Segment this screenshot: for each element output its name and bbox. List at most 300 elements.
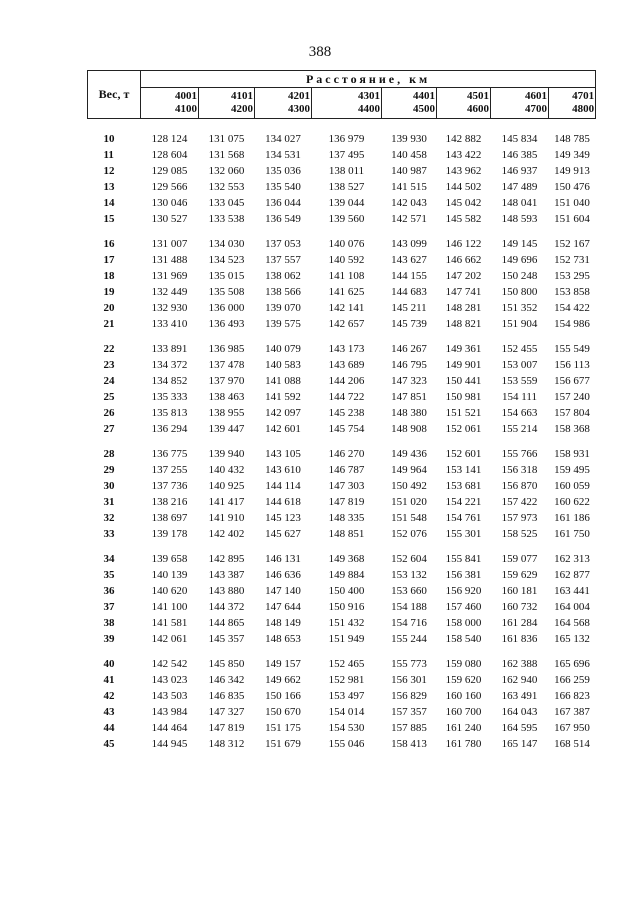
- rate-cell: 158 413: [391, 738, 427, 750]
- rate-cell: 150 248: [501, 270, 538, 282]
- rate-cell: 150 800: [501, 286, 538, 298]
- rate-cell: 139 560: [328, 213, 365, 225]
- weight-cell: 30: [103, 480, 115, 492]
- distance-range-header: [437, 88, 491, 119]
- rate-cell: 155 766: [501, 448, 538, 460]
- rate-cell: 147 489: [501, 181, 538, 193]
- rate-cell: 152 601: [445, 448, 482, 460]
- rate-cell: 148 908: [391, 423, 427, 435]
- rate-cell: 142 895: [208, 553, 245, 565]
- range-from: 4101: [231, 90, 253, 102]
- rate-cell: 153 141: [445, 464, 482, 476]
- rate-cell: 158 525: [501, 528, 538, 540]
- rate-cell: 156 301: [391, 674, 427, 686]
- rate-cell: 144 155: [391, 270, 427, 282]
- range-from: 4601: [525, 90, 547, 102]
- rate-cell: 149 361: [445, 343, 482, 355]
- rate-cell: 130 046: [151, 197, 188, 209]
- rate-cell: 152 076: [391, 528, 427, 540]
- rate-cell: 146 636: [265, 569, 301, 581]
- table-row: [88, 672, 596, 688]
- rate-cell: 134 531: [265, 149, 301, 161]
- rate-cell: 156 829: [391, 690, 427, 702]
- rate-cell: 134 027: [265, 133, 301, 145]
- rate-cell: 138 697: [151, 512, 188, 524]
- weight-cell: 21: [103, 318, 115, 330]
- weight-cell: 43: [103, 706, 115, 718]
- rate-cell: 140 139: [151, 569, 188, 581]
- rate-cell: 145 582: [445, 213, 482, 225]
- rate-cell: 160 732: [501, 601, 538, 613]
- rate-cell: 142 061: [151, 633, 188, 645]
- rate-cell: 149 901: [445, 359, 482, 371]
- rate-cell: 143 387: [208, 569, 245, 581]
- rate-cell: 141 417: [208, 496, 245, 508]
- range-from: 4301: [358, 90, 380, 102]
- distance-range-header: [199, 88, 255, 119]
- rate-cell: 155 549: [554, 343, 590, 355]
- rate-cell: 136 000: [208, 302, 245, 314]
- rate-cell: 138 955: [208, 407, 245, 419]
- weight-cell: 16: [103, 238, 115, 250]
- rate-cell: 134 523: [208, 254, 245, 266]
- rate-cell: 150 916: [328, 601, 365, 613]
- rate-cell: 142 043: [391, 197, 427, 209]
- rate-cell: 143 422: [445, 149, 482, 161]
- rate-cell: 131 488: [151, 254, 188, 266]
- table-row: [88, 551, 596, 567]
- rate-cell: 131 568: [208, 149, 245, 161]
- rate-cell: 145 850: [208, 658, 245, 670]
- rate-cell: 133 410: [151, 318, 188, 330]
- weight-cell: 26: [103, 407, 115, 419]
- rate-cell: 145 754: [328, 423, 365, 435]
- rate-cell: 163 441: [554, 585, 590, 597]
- rate-cell: 157 885: [391, 722, 427, 734]
- rate-cell: 145 211: [391, 302, 427, 314]
- rate-cell: 145 357: [208, 633, 245, 645]
- rate-cell: 168 514: [554, 738, 590, 750]
- weight-cell: 22: [103, 343, 115, 355]
- weight-cell: 25: [103, 391, 115, 403]
- rate-cell: 154 663: [501, 407, 538, 419]
- rate-cell: 135 036: [265, 165, 301, 177]
- rate-cell: 156 677: [554, 375, 590, 387]
- rate-cell: 152 061: [445, 423, 482, 435]
- rate-cell: 129 566: [151, 181, 188, 193]
- table-row: [88, 316, 596, 332]
- rate-cell: 147 202: [445, 270, 482, 282]
- rate-cell: 140 079: [265, 343, 301, 355]
- rate-cell: 142 601: [265, 423, 301, 435]
- rate-cell: 159 495: [554, 464, 590, 476]
- rate-cell: 144 945: [151, 738, 188, 750]
- rate-cell: 143 984: [151, 706, 188, 718]
- group-spacer: [88, 227, 596, 236]
- weight-cell: 31: [103, 496, 115, 508]
- weight-cell: 41: [103, 674, 115, 686]
- table-row: [88, 373, 596, 389]
- weight-cell: 10: [103, 133, 115, 145]
- rate-cell: 152 604: [391, 553, 427, 565]
- rate-cell: 138 011: [328, 165, 365, 177]
- rate-cell: 164 004: [554, 601, 590, 613]
- rate-cell: 139 070: [265, 302, 301, 314]
- rate-cell: 128 124: [151, 133, 188, 145]
- weight-cell: 19: [103, 286, 115, 298]
- rate-cell: 151 175: [265, 722, 301, 734]
- spacer-cell: [88, 542, 596, 551]
- rate-cell: 149 913: [554, 165, 590, 177]
- weight-cell: 14: [103, 197, 115, 209]
- distance-group-header: Расстояние, км: [141, 71, 596, 88]
- rate-cell: 145 123: [265, 512, 301, 524]
- rate-cell: 165 147: [501, 738, 538, 750]
- rate-cell: 147 140: [265, 585, 301, 597]
- rate-cell: 141 088: [265, 375, 301, 387]
- table-row: [88, 179, 596, 195]
- rate-cell: 145 238: [328, 407, 365, 419]
- rate-cell: 152 981: [328, 674, 365, 686]
- rate-cell: 146 795: [391, 359, 427, 371]
- rate-cell: 132 553: [208, 181, 245, 193]
- distance-range-header: [141, 88, 199, 119]
- rate-cell: 131 969: [151, 270, 188, 282]
- distance-range-header: [491, 88, 549, 119]
- table-row: [88, 526, 596, 542]
- rate-cell: 159 077: [501, 553, 538, 565]
- rate-cell: 151 548: [391, 512, 427, 524]
- weight-cell: 32: [103, 512, 115, 524]
- rate-cell: 150 492: [391, 480, 427, 492]
- rate-cell: 150 441: [445, 375, 482, 387]
- rate-cell: 137 970: [208, 375, 245, 387]
- weight-cell: 11: [103, 149, 114, 161]
- weight-cell: 13: [103, 181, 115, 193]
- rate-cell: 144 372: [208, 601, 245, 613]
- rate-cell: 151 904: [501, 318, 538, 330]
- rate-cell: 148 281: [445, 302, 482, 314]
- rate-cell: 141 910: [208, 512, 245, 524]
- rate-cell: 151 352: [501, 302, 538, 314]
- rate-cell: 164 043: [501, 706, 538, 718]
- rate-cell: 136 979: [328, 133, 365, 145]
- rate-cell: 144 683: [391, 286, 427, 298]
- rate-cell: 153 858: [554, 286, 590, 298]
- rate-cell: 164 595: [501, 722, 538, 734]
- rate-cell: 148 335: [328, 512, 365, 524]
- table-row: [88, 736, 596, 752]
- rate-cell: 155 301: [445, 528, 482, 540]
- group-spacer: [88, 542, 596, 551]
- rate-cell: 149 964: [391, 464, 427, 476]
- rate-cell: 163 491: [501, 690, 538, 702]
- rate-cell: 133 045: [208, 197, 245, 209]
- rate-cell: 158 540: [445, 633, 482, 645]
- rate-cell: 148 149: [265, 617, 301, 629]
- rate-cell: 157 357: [391, 706, 427, 718]
- rate-cell: 150 166: [265, 690, 301, 702]
- table-row: [88, 446, 596, 462]
- rate-cell: 136 044: [265, 197, 301, 209]
- rate-cell: 158 931: [554, 448, 590, 460]
- rate-cell: 144 464: [151, 722, 188, 734]
- rate-cell: 140 458: [391, 149, 427, 161]
- rate-cell: 166 259: [554, 674, 590, 686]
- rate-cell: 146 342: [208, 674, 245, 686]
- rate-cell: 141 100: [151, 601, 188, 613]
- rate-cell: 147 851: [391, 391, 427, 403]
- rate-cell: 154 111: [502, 391, 537, 403]
- rate-cell: 150 981: [445, 391, 482, 403]
- rate-cell: 162 940: [501, 674, 538, 686]
- rate-cell: 153 132: [391, 569, 427, 581]
- rate-cell: 141 108: [328, 270, 365, 282]
- table-row: [88, 494, 596, 510]
- rate-cell: 154 716: [391, 617, 427, 629]
- rate-cell: 135 015: [208, 270, 245, 282]
- rate-cell: 129 085: [151, 165, 188, 177]
- table-row: [88, 405, 596, 421]
- rate-cell: 167 950: [554, 722, 590, 734]
- table-row: [88, 284, 596, 300]
- table-row: [88, 195, 596, 211]
- weight-cell: 29: [103, 464, 115, 476]
- range-to: 4100: [175, 103, 197, 115]
- rate-cell: 145 042: [445, 197, 482, 209]
- rate-cell: 150 400: [328, 585, 365, 597]
- rate-cell: 157 804: [554, 407, 590, 419]
- rate-cell: 140 592: [328, 254, 365, 266]
- rate-cell: 137 557: [265, 254, 301, 266]
- rate-cell: 137 478: [208, 359, 245, 371]
- rate-cell: 138 527: [328, 181, 365, 193]
- rate-cell: 133 538: [208, 213, 245, 225]
- range-from: 4001: [175, 90, 197, 102]
- rate-cell: 144 722: [328, 391, 365, 403]
- rate-cell: 162 388: [501, 658, 538, 670]
- rate-cell: 150 476: [554, 181, 590, 193]
- rate-cell: 136 493: [208, 318, 245, 330]
- rate-cell: 144 206: [328, 375, 365, 387]
- rate-cell: 157 973: [501, 512, 538, 524]
- rate-cell: 165 696: [554, 658, 590, 670]
- rate-cell: 153 681: [445, 480, 482, 492]
- rate-cell: 137 255: [151, 464, 188, 476]
- rate-cell: 142 882: [445, 133, 482, 145]
- weight-cell: 37: [103, 601, 115, 613]
- distance-range-header: [255, 88, 312, 119]
- rate-cell: 142 141: [328, 302, 365, 314]
- rate-cell: 138 463: [208, 391, 245, 403]
- rate-cell: 151 020: [391, 496, 427, 508]
- rate-cell: 132 930: [151, 302, 188, 314]
- rate-cell: 131 007: [151, 238, 188, 250]
- weight-cell: 15: [103, 213, 115, 225]
- table-row: [88, 163, 596, 179]
- rate-cell: 140 620: [151, 585, 188, 597]
- rate-cell: 145 627: [265, 528, 301, 540]
- rate-cell: 153 497: [328, 690, 365, 702]
- rate-cell: 149 145: [501, 238, 538, 250]
- rate-cell: 156 318: [501, 464, 538, 476]
- rate-cell: 144 618: [265, 496, 301, 508]
- rate-cell: 154 014: [328, 706, 365, 718]
- rate-cell: 148 041: [501, 197, 538, 209]
- rate-cell: 147 327: [208, 706, 245, 718]
- weight-cell: 20: [103, 302, 115, 314]
- distance-range-header: [312, 88, 382, 119]
- group-spacer: [88, 437, 596, 446]
- table-row: [88, 389, 596, 405]
- range-from: 4201: [288, 90, 310, 102]
- rate-cell: 147 323: [391, 375, 427, 387]
- rate-cell: 154 188: [391, 601, 427, 613]
- rate-cell: 146 270: [328, 448, 365, 460]
- rate-cell: 143 173: [328, 343, 365, 355]
- rate-cell: 155 841: [445, 553, 482, 565]
- rate-cell: 161 284: [501, 617, 538, 629]
- rate-cell: 145 739: [391, 318, 427, 330]
- range-to: 4600: [467, 103, 489, 115]
- rate-cell: 156 870: [501, 480, 538, 492]
- distance-range-header: [549, 88, 596, 119]
- rate-cell: 143 610: [265, 464, 301, 476]
- table-row: [88, 704, 596, 720]
- spacer-cell: [88, 119, 596, 132]
- rate-cell: 140 925: [208, 480, 245, 492]
- distance-range-header: [382, 88, 437, 119]
- group-spacer: [88, 119, 596, 132]
- rate-cell: 137 495: [328, 149, 365, 161]
- rate-cell: 144 502: [445, 181, 482, 193]
- weight-cell: 18: [103, 270, 115, 282]
- rate-cell: 143 627: [391, 254, 427, 266]
- weight-cell: 45: [103, 738, 115, 750]
- table-row: [88, 583, 596, 599]
- table-row: [88, 131, 596, 147]
- rate-cell: 160 181: [501, 585, 538, 597]
- rate-cell: 142 402: [208, 528, 245, 540]
- weight-cell: 34: [103, 553, 115, 565]
- rate-cell: 141 581: [151, 617, 188, 629]
- range-to: 4700: [525, 103, 547, 115]
- rate-cell: 147 819: [208, 722, 245, 734]
- rate-cell: 160 700: [445, 706, 482, 718]
- rate-cell: 151 521: [445, 407, 482, 419]
- range-to: 4200: [231, 103, 253, 115]
- rate-cell: 136 985: [208, 343, 245, 355]
- rate-cell: 147 741: [445, 286, 482, 298]
- rate-cell: 135 508: [208, 286, 245, 298]
- rate-cell: 135 813: [151, 407, 188, 419]
- rate-cell: 143 689: [328, 359, 365, 371]
- weight-cell: 23: [103, 359, 115, 371]
- rate-cell: 151 040: [554, 197, 590, 209]
- weight-cell: 27: [103, 423, 115, 435]
- rate-cell: 147 819: [328, 496, 365, 508]
- table-row: [88, 720, 596, 736]
- rate-cell: 154 221: [445, 496, 482, 508]
- weight-cell: 35: [103, 569, 115, 581]
- rate-cell: 134 030: [208, 238, 245, 250]
- rate-cell: 149 884: [328, 569, 365, 581]
- rate-cell: 149 696: [501, 254, 538, 266]
- rate-cell: 132 449: [151, 286, 188, 298]
- rate-cell: 158 368: [554, 423, 590, 435]
- spacer-cell: [88, 437, 596, 446]
- weight-cell: 39: [103, 633, 115, 645]
- rate-cell: 155 214: [501, 423, 538, 435]
- rate-cell: 167 387: [554, 706, 590, 718]
- weight-cell: 38: [103, 617, 115, 629]
- rate-cell: 166 823: [554, 690, 590, 702]
- rate-cell: 164 568: [554, 617, 590, 629]
- rate-cell: 145 834: [501, 133, 538, 145]
- rate-cell: 148 380: [391, 407, 427, 419]
- spacer-cell: [88, 227, 596, 236]
- rate-cell: 147 644: [265, 601, 301, 613]
- rate-cell: 151 679: [265, 738, 301, 750]
- range-from: 4701: [572, 90, 595, 102]
- rate-cell: 161 750: [554, 528, 590, 540]
- rate-cell: 131 075: [208, 133, 245, 145]
- rate-cell: 156 113: [554, 359, 590, 371]
- rate-cell: 137 053: [265, 238, 301, 250]
- distance-range-row: [88, 88, 596, 119]
- rate-cell: 153 295: [554, 270, 590, 282]
- weight-cell: 24: [103, 375, 115, 387]
- rate-cell: 139 447: [208, 423, 245, 435]
- rate-cell: 135 540: [265, 181, 301, 193]
- table-row: [88, 268, 596, 284]
- rate-cell: 149 436: [391, 448, 427, 460]
- page-number: 388: [308, 44, 332, 60]
- range-to: 4400: [358, 103, 380, 115]
- table-row: [88, 236, 596, 252]
- table-row: [88, 656, 596, 672]
- rate-cell: 146 385: [501, 149, 538, 161]
- rate-cell: 153 007: [501, 359, 538, 371]
- rate-cell: 141 515: [391, 181, 427, 193]
- rate-cell: 139 658: [151, 553, 188, 565]
- table-row: [88, 462, 596, 478]
- weight-cell: 44: [103, 722, 115, 734]
- table-row: [88, 631, 596, 647]
- rate-cell: 159 620: [445, 674, 482, 686]
- table-row: [88, 147, 596, 163]
- table-row: [88, 599, 596, 615]
- table-header: [88, 71, 596, 119]
- rate-cell: 148 821: [445, 318, 482, 330]
- rate-cell: 139 930: [391, 133, 427, 145]
- rate-cell: 146 787: [328, 464, 365, 476]
- rate-cell: 133 891: [151, 343, 188, 355]
- rate-cell: 137 736: [151, 480, 188, 492]
- rate-cell: 142 097: [265, 407, 301, 419]
- rate-cell: 143 023: [151, 674, 188, 686]
- weight-column-header: Вес, т: [88, 71, 141, 119]
- rate-cell: 156 381: [445, 569, 482, 581]
- rate-cell: 161 240: [445, 722, 482, 734]
- rate-cell: 159 080: [445, 658, 482, 670]
- rate-cell: 157 240: [554, 391, 590, 403]
- rate-cell: 138 062: [265, 270, 301, 282]
- rate-cell: 152 167: [554, 238, 590, 250]
- table-row: [88, 421, 596, 437]
- rate-cell: 144 865: [208, 617, 245, 629]
- rate-cell: 162 313: [554, 553, 590, 565]
